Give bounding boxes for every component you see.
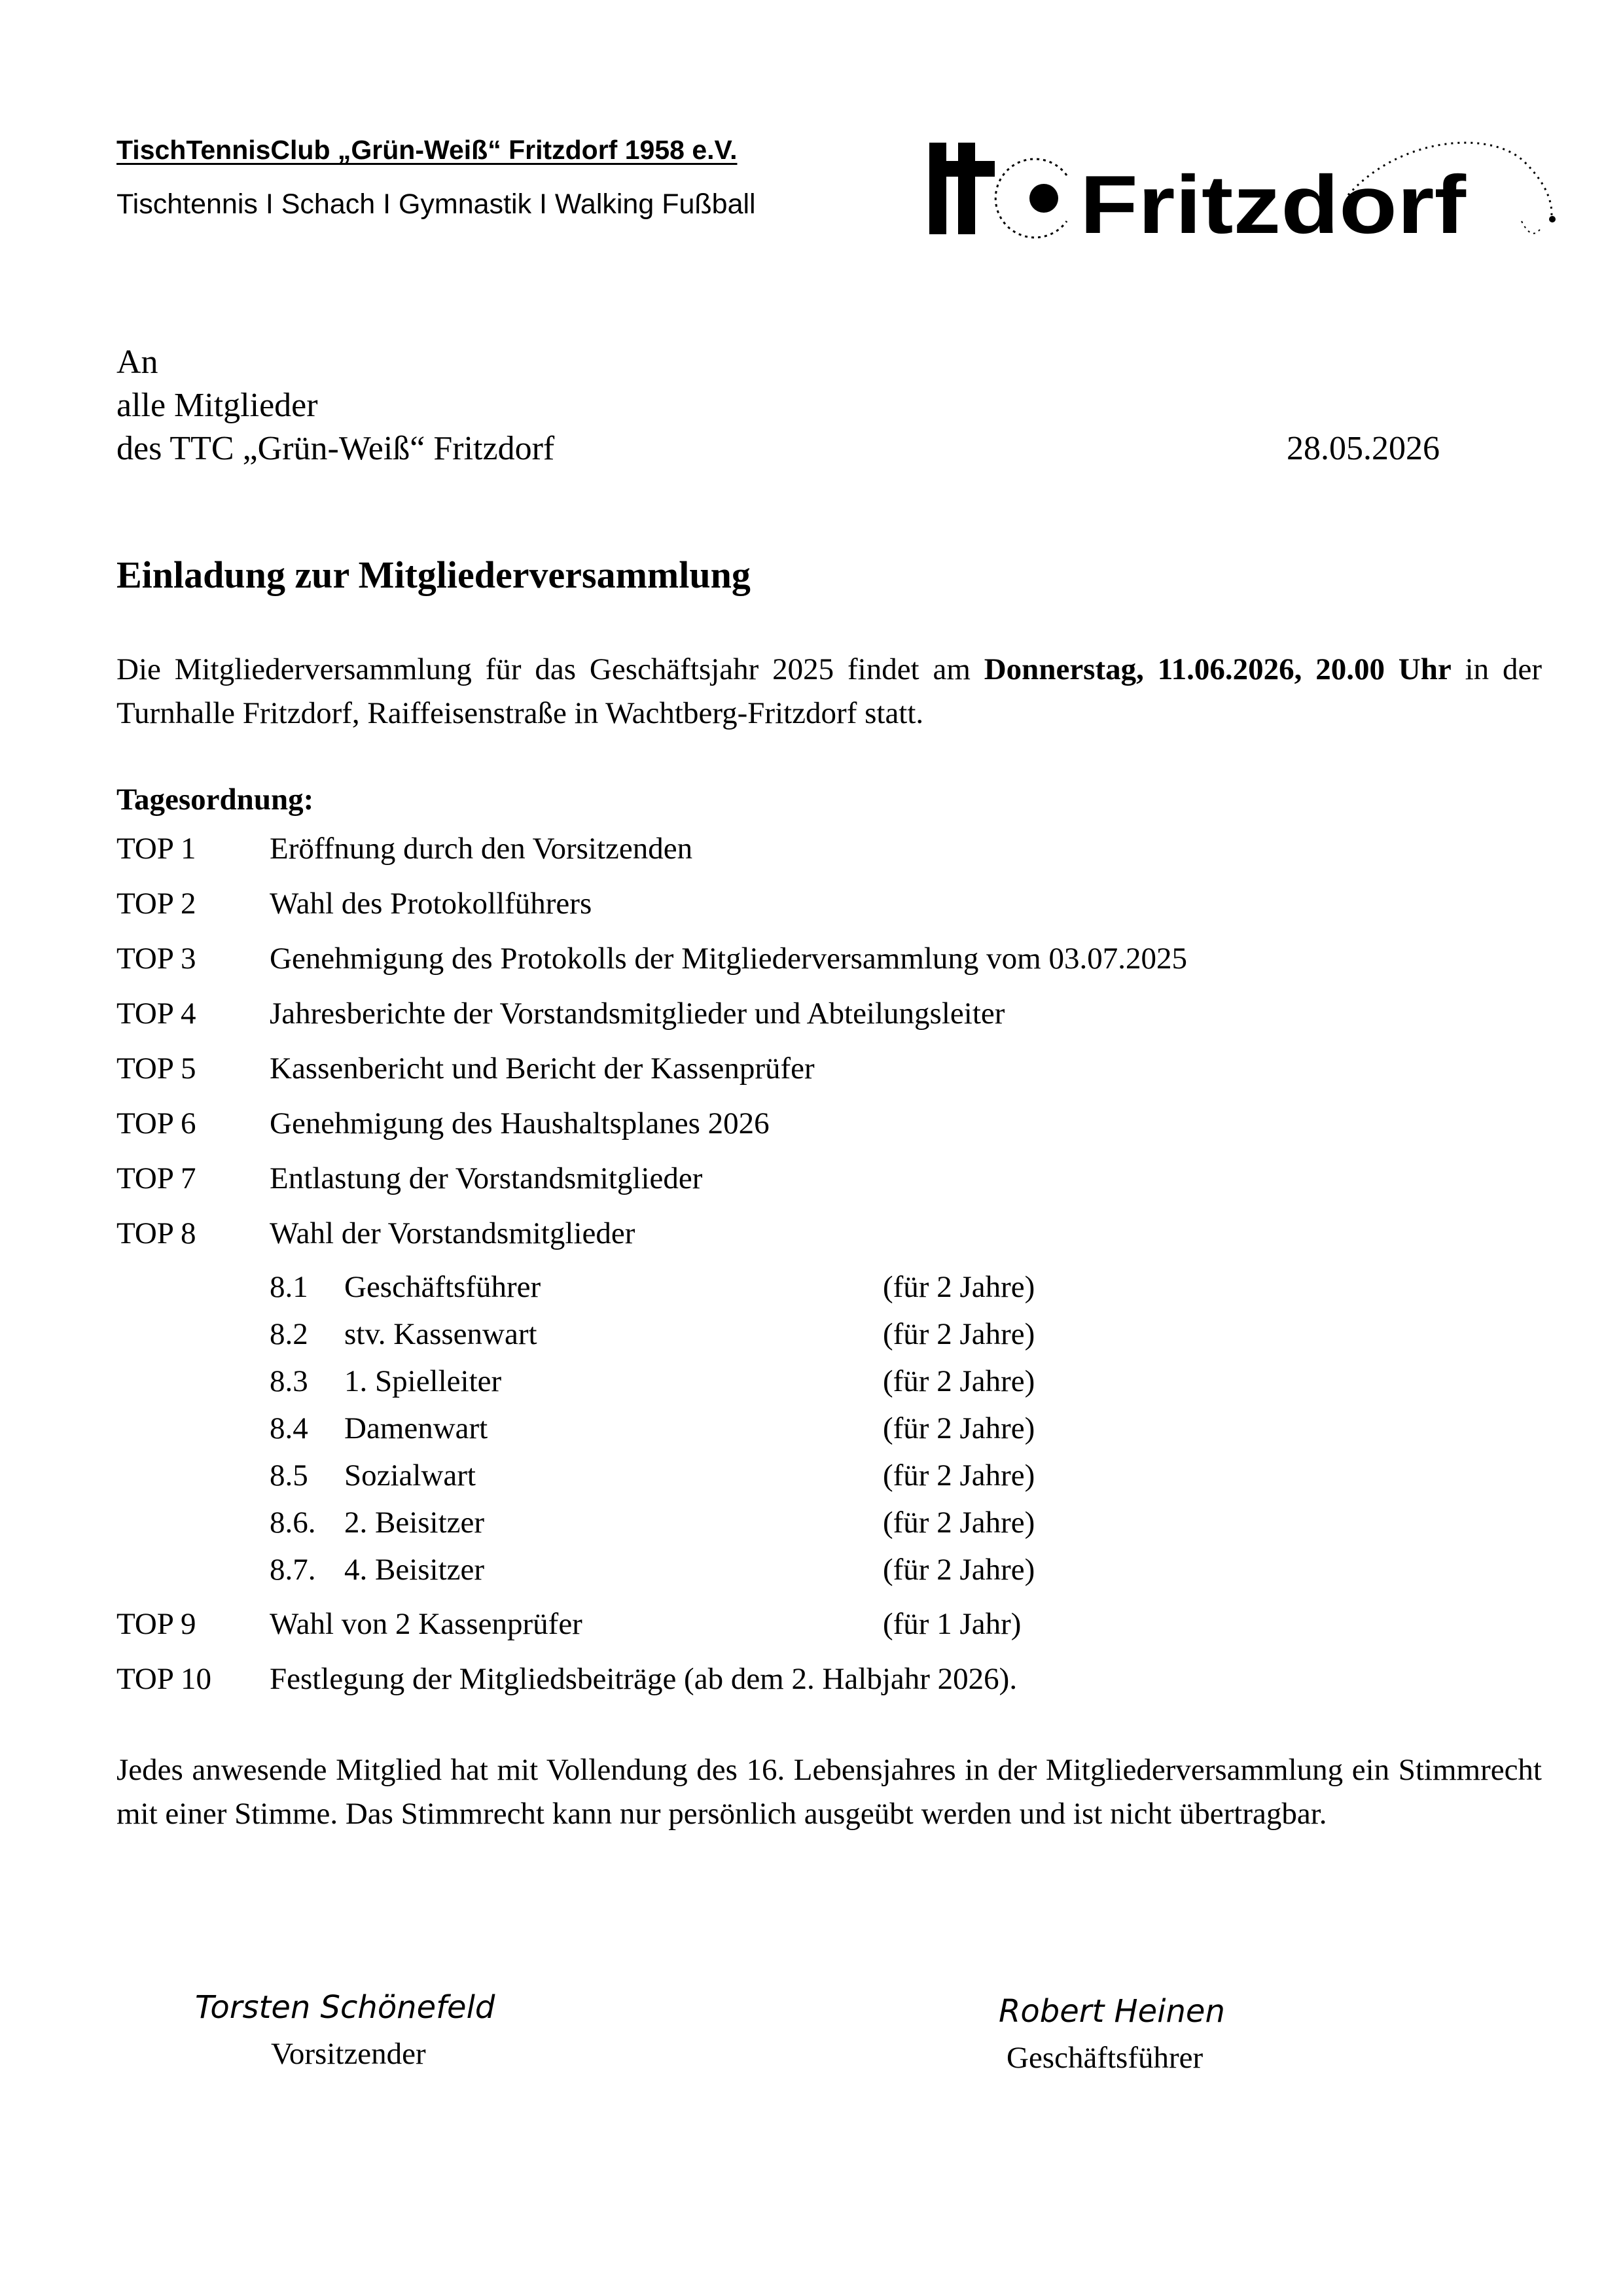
club-name: TischTennisClub „Grün-Weiß“ Fritzdorf 1958 e.V. — [116, 135, 738, 165]
agenda-item-number: TOP 5 — [116, 1051, 196, 1086]
intro-text-after: in der Turnhalle Fritzdorf, Raiffeisenstraße in Wachtberg-Fritzdorf statt. — [116, 652, 1543, 730]
subitem-position: stv. Kassenwart — [344, 1317, 537, 1351]
subitem-term: (für 2 Jahre) — [883, 1553, 1035, 1587]
intro-paragraph — [116, 648, 1542, 735]
agenda-item-number: TOP 4 — [116, 997, 196, 1031]
subitem-position: Sozialwart — [344, 1458, 476, 1492]
agenda-item-text: Festlegung der Mitgliedsbeiträge (ab dem 2. Halbjahr 2026). — [270, 1662, 1018, 1696]
meeting-date-time: Donnerstag, 11.06.2026, 20.00 Uhr — [984, 652, 1452, 686]
agenda-item-number: TOP 6 — [116, 1106, 196, 1140]
signature-managing-director: Robert Heinen — [999, 1993, 1225, 2030]
agenda-item-text: Wahl des Protokollführers — [270, 887, 592, 921]
agenda-item-number: TOP 8 — [116, 1216, 196, 1250]
subitem-position: 2. Beisitzer — [344, 1506, 485, 1540]
agenda-item-text: Jahresberichte der Vorstandsmitglieder und Abteilungsleiter — [270, 997, 1005, 1031]
subitem-position: 4. Beisitzer — [344, 1553, 485, 1587]
signature-chairman: Torsten Schönefeld — [195, 1989, 495, 2026]
subitem-number: 8.5 — [270, 1458, 308, 1492]
agenda-item-text: Eröffnung durch den Vorsitzenden — [270, 832, 693, 866]
agenda-item-number: TOP 3 — [116, 942, 196, 976]
agenda-heading: Tagesordnung: — [116, 783, 314, 817]
address-line-2: alle Mitglieder — [116, 387, 318, 424]
agenda-item-text: Genehmigung des Protokolls der Mitgliederversammlung vom 03.07.2025 — [270, 942, 1187, 976]
agenda-item-text: Entlastung der Vorstandsmitglieder — [270, 1161, 703, 1195]
agenda-item-number: TOP 1 — [116, 832, 196, 866]
subitem-term: (für 2 Jahre) — [883, 1506, 1035, 1540]
letter-date: 28.05.2026 — [1287, 430, 1440, 467]
svg-text:Fritzdorf: Fritzdorf — [1080, 158, 1467, 251]
subitem-term: (für 2 Jahre) — [883, 1458, 1035, 1492]
agenda-item-term: (für 1 Jahr) — [883, 1607, 1022, 1641]
club-departments: Tischtennis I Schach I Gymnastik I Walking Fußball — [116, 188, 756, 220]
agenda-item-number: TOP 10 — [116, 1662, 211, 1696]
agenda-item-number: TOP 9 — [116, 1607, 196, 1641]
role-chairman: Vorsitzender — [271, 2037, 426, 2071]
subitem-number: 8.1 — [270, 1270, 308, 1304]
role-managing-director: Geschäftsführer — [1007, 2041, 1204, 2075]
agenda-item-text: Kassenbericht und Bericht der Kassenprüfer — [270, 1051, 815, 1086]
subitem-term: (für 2 Jahre) — [883, 1317, 1035, 1351]
address-line-3: des TTC „Grün-Weiß“ Fritzdorf — [116, 430, 555, 467]
voting-rights-paragraph: Jedes anwesende Mitglied hat mit Vollendung des 16. Lebensjahres in der Mitgliederversammlung ein Stimmrecht mit einer Stimme. Das Stimmrecht kann nur persönlich ausgeübt werden und ist nicht übertragbar. — [116, 1753, 1542, 1831]
subitem-number: 8.6. — [270, 1506, 316, 1540]
agenda-item-number: TOP 7 — [116, 1161, 196, 1195]
subitem-position: 1. Spielleiter — [344, 1364, 502, 1398]
document-title: Einladung zur Mitgliederversammlung — [116, 554, 751, 596]
agenda-item-text: Wahl von 2 Kassenprüfer — [270, 1607, 582, 1641]
subitem-term: (für 2 Jahre) — [883, 1270, 1035, 1304]
subitem-number: 8.7. — [270, 1553, 316, 1587]
subitem-position: Geschäftsführer — [344, 1270, 541, 1304]
intro-text-before: Die Mitgliederversammlung für das Geschäftsjahr 2025 findet am — [116, 652, 984, 686]
address-line-1: An — [116, 344, 158, 381]
club-logo — [929, 123, 1558, 254]
subitem-term: (für 2 Jahre) — [883, 1411, 1035, 1445]
subitem-number: 8.2 — [270, 1317, 308, 1351]
subitem-position: Damenwart — [344, 1411, 488, 1445]
subitem-number: 8.4 — [270, 1411, 308, 1445]
agenda-item-number: TOP 2 — [116, 887, 196, 921]
subitem-number: 8.3 — [270, 1364, 308, 1398]
subitem-term: (für 2 Jahre) — [883, 1364, 1035, 1398]
agenda-item-text: Wahl der Vorstandsmitglieder — [270, 1216, 635, 1250]
agenda-item-text: Genehmigung des Haushaltsplanes 2026 — [270, 1106, 770, 1140]
